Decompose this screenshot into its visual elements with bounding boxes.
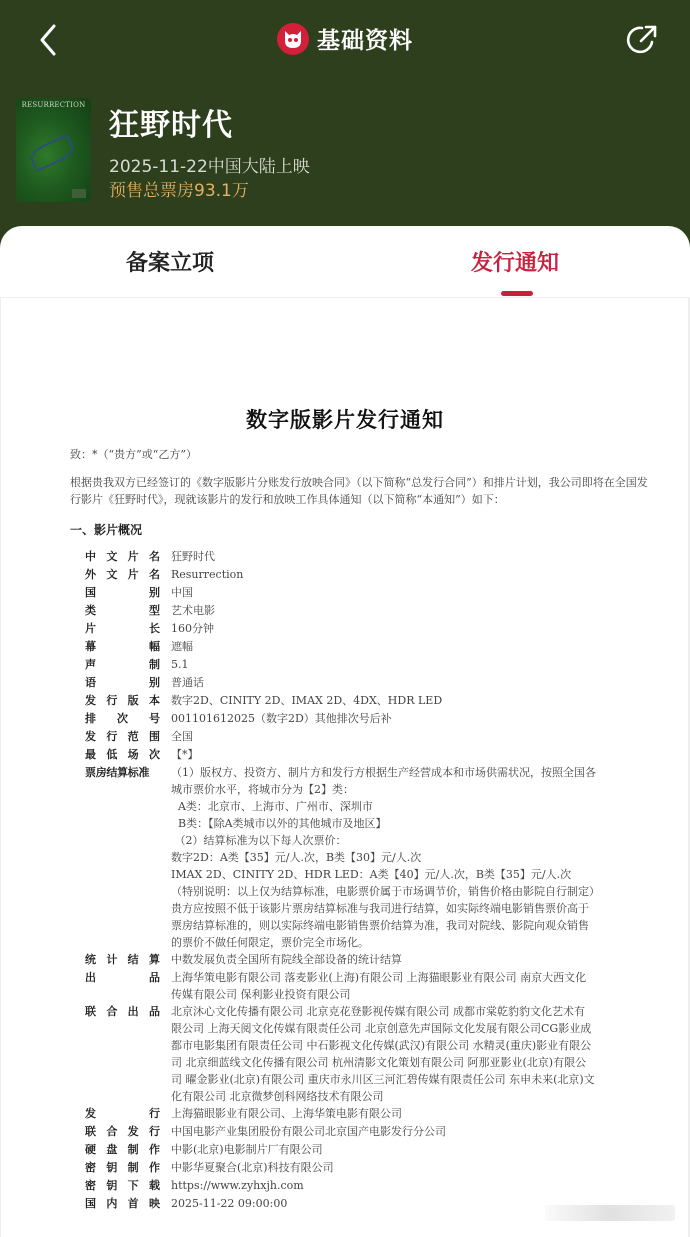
page-title: 基础资料 (317, 28, 413, 54)
info-value: 2025-11-22 09:00:00 (171, 1197, 288, 1210)
movie-header (0, 0, 690, 240)
info-label: 联 合 出 品 (85, 1005, 160, 1018)
info-label: 票房结算标准 (85, 766, 150, 779)
info-label: 外 文 片 名 (85, 568, 160, 581)
info-label: 幕 幅 (85, 640, 160, 653)
info-value: 遮幅 (171, 640, 193, 653)
info-value: 001101612025（数字2D）其他排次号后补 (171, 712, 392, 725)
info-row (85, 1141, 645, 1159)
info-value: 上海猫眼影业有限公司、上海华策电影有限公司 (171, 1107, 402, 1120)
info-row (85, 602, 645, 620)
info-label: 联 合 发 行 (85, 1125, 160, 1138)
info-label: 最 低 场 次 (85, 748, 160, 761)
intro-paragraph: 根据贵我双方已经签订的《数字版影片分账发行放映合同》（以下简称“总发行合同”）和排片计划，我公司即将在全国发行影片《狂野时代》，现就该影片的发行和放映工作具体通知（以下简称“本通知”）如下： (70, 476, 648, 506)
info-label: 密 钥 制 作 (85, 1161, 160, 1174)
share-icon (622, 20, 662, 60)
info-label: 发 行 版 本 (85, 694, 160, 707)
movie-summary (16, 98, 676, 208)
info-label: 排 次 号 (85, 712, 160, 725)
active-tab-indicator (501, 291, 533, 296)
info-label: 发 行 (85, 1107, 160, 1120)
info-row (85, 951, 645, 969)
info-label: 密 钥 下 载 (85, 1179, 160, 1192)
info-value: 中影华夏聚合(北京)科技有限公司 (171, 1161, 334, 1174)
presale-box-office: 预售总票房93.1万 (109, 181, 249, 201)
info-label: 统 计 结 算 (85, 953, 160, 966)
movie-poster[interactable] (16, 98, 91, 202)
info-row (85, 548, 645, 566)
info-label: 国 别 (85, 586, 160, 599)
info-row (85, 1123, 645, 1141)
info-value: 上海华策电影有限公司 落麦影业(上海)有限公司 上海猫眼影业有限公司 南京大西文化 传媒有限公司 保利影业投资有限公司 (171, 971, 587, 1001)
info-value: 中国 (171, 586, 193, 599)
info-label: 语 别 (85, 676, 160, 689)
info-label: 硬 盘 制 作 (85, 1143, 160, 1156)
info-row (85, 1003, 645, 1105)
info-row (85, 620, 645, 638)
info-value: Resurrection (171, 568, 244, 581)
info-row (85, 638, 645, 656)
film-info-table (85, 548, 645, 1213)
top-bar (0, 0, 690, 84)
info-value: 中国电影产业集团股份有限公司北京国产电影发行分公司 (171, 1125, 446, 1138)
salutation: 致：*（“贵方”或“乙方”） (70, 448, 197, 461)
info-row (85, 1177, 645, 1195)
info-value: 全国 (171, 730, 193, 743)
info-value: 北京沐心文化传播有限公司 北京克花登影视传媒有限公司 成都市棠乾豹豹文化艺术有 限公司 上海天阅文化传媒有限责任公司 北京创意先声国际文化发展有限公司CG影业成 都市电影集团有限责任公司 中石影视文化传媒(武汉)有限公司 水精灵(重庆)影业有限公 司 北京细蓝线文化传播有限公司 杭州清影文化策划有限公司 阿那亚影业(北京)有限公 司 曜金影业(北京)有限公司 重庆市永川区三河汇碧传媒有限责任公司 东申未来(北京)文 化有限公司 北京微梦创科网络技术有限公司 (171, 1005, 595, 1103)
info-row (85, 584, 645, 602)
content-sheet (0, 226, 690, 1237)
poster-credits (72, 189, 86, 198)
info-value: 中数发展负责全国所有院线全部设备的统计结算 (171, 953, 402, 966)
info-label: 发 行 范 围 (85, 730, 160, 743)
share-button[interactable] (622, 20, 662, 60)
info-row (85, 566, 645, 584)
info-row (85, 969, 645, 1003)
info-value: 160分钟 (171, 622, 214, 635)
info-row (85, 692, 645, 710)
info-label: 片 长 (85, 622, 160, 635)
tab-filing[interactable]: 备案立项 (126, 251, 215, 276)
info-value: 数字2D、CINITY 2D、IMAX 2D、4DX、HDR LED (171, 694, 443, 707)
info-row (85, 764, 645, 951)
info-value: 普通话 (171, 676, 204, 689)
notice-document-image (0, 298, 690, 1237)
movie-title: 狂野时代 (109, 108, 233, 143)
info-label: 类 型 (85, 604, 160, 617)
info-row (85, 656, 645, 674)
section-heading: 一、影片概况 (70, 523, 143, 537)
release-date: 2025-11-22中国大陆上映 (109, 157, 310, 177)
info-value: （1）版权方、投资方、制片方和发行方根据生产经营成本和市场供需状况，按照全国各 城市票价水平，将城市分为【2】类： A类：北京市、上海市、广州市、深圳市 B类：【除A类城市以外的其他城市及地区】 （2）结算标准为以下每人次票价： 数字2D：A类【35】元/人.次，B类【30】元/人.次 IMAX 2D、CINITY 2D、HDR LED：A类【40】元/人.次，B类【35】元/人.次 （特别说明：以上仅为结算标准，电影票价属于市场调节价，销售价格由影院自行制定） 贵方应按照不低于该影片票房结算标准与我司进行结算，如实际终端电影销售票价高于 票房结算标准的，则以实际终端电影销售票价结算为准，我司对院线、影院向观众销售 的票价不做任何限定，票价完全市场化。 (171, 766, 600, 949)
info-row (85, 746, 645, 764)
info-value: 5.1 (171, 658, 189, 671)
info-value: 【*】 (171, 748, 199, 761)
info-row (85, 1159, 645, 1177)
info-row (85, 674, 645, 692)
info-value: 中影(北京)电影制片厂有限公司 (171, 1143, 323, 1156)
watermark (545, 1205, 675, 1221)
info-value: https://www.zyhxjh.com (171, 1179, 304, 1192)
info-row (85, 728, 645, 746)
title-group (0, 22, 690, 55)
cat-logo-icon (277, 23, 309, 55)
info-label: 声 制 (85, 658, 160, 671)
info-label: 国 内 首 映 (85, 1197, 160, 1210)
poster-title: RESURRECTION (21, 101, 86, 109)
poster-artwork (27, 134, 76, 173)
info-value: 狂野时代 (171, 550, 215, 563)
info-row (85, 710, 645, 728)
document-title: 数字版影片发行通知 (246, 408, 444, 432)
tab-release-notice[interactable]: 发行通知 (471, 251, 560, 276)
info-row (85, 1105, 645, 1123)
info-value: 艺术电影 (171, 604, 215, 617)
info-label: 中 文 片 名 (85, 550, 160, 563)
tab-bar (0, 226, 690, 298)
info-label: 出 品 (85, 971, 160, 984)
